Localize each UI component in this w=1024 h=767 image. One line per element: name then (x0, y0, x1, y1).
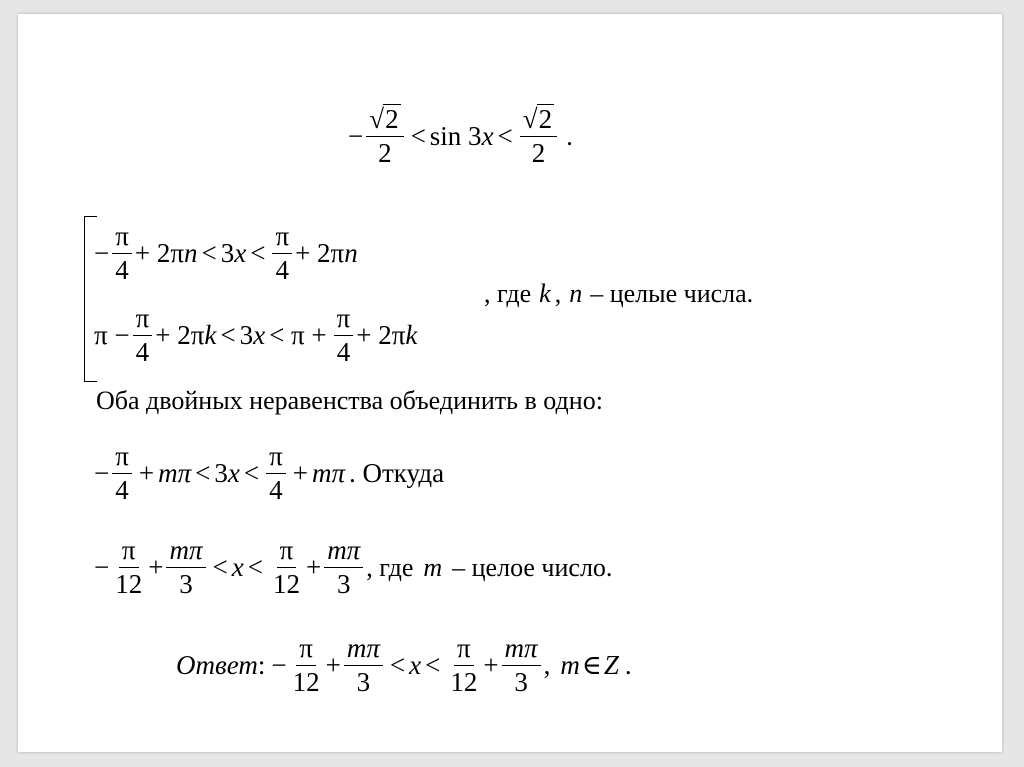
term-mpi: mπ (311, 458, 345, 489)
term-2pik: + 2π (155, 320, 205, 351)
fraction-numerator: mπ (502, 634, 541, 666)
fraction-numerator: mπ (324, 536, 363, 568)
tail-prefix: , где (366, 552, 414, 582)
fraction-denominator: 12 (115, 569, 143, 600)
fraction-denominator: 3 (356, 667, 371, 698)
coefficient-3: 3 (220, 238, 235, 269)
sin-term: sin 3 (429, 120, 482, 151)
fraction-denominator: 4 (135, 337, 150, 368)
coefficient-3: 3 (214, 458, 228, 489)
fraction-numerator: π (266, 442, 286, 474)
sqrt-sign: √ (369, 104, 385, 134)
period: . (624, 650, 632, 681)
term-2pin: + 2π (134, 238, 184, 269)
answer-comma: , (543, 650, 551, 681)
combine-text: Оба двойных неравенства объединить в одно: (96, 386, 603, 415)
fraction-pi-over-12 (290, 634, 323, 697)
variable-k: k (539, 279, 551, 308)
less-than-sign: < (195, 458, 211, 489)
less-than-sign: < (220, 320, 236, 351)
tail-text: . Откуда (349, 458, 445, 489)
fraction-denominator: 3 (336, 569, 351, 600)
less-than-sign: < (243, 458, 260, 489)
less-than-sign: < (410, 120, 426, 151)
fraction-denominator: 3 (179, 569, 193, 600)
plus-sign: + (305, 552, 322, 583)
fraction-denominator: 4 (275, 255, 289, 286)
fraction-mpi-over-3 (324, 536, 363, 599)
fraction-denominator: 12 (272, 569, 300, 600)
minus-sign: − (94, 458, 110, 489)
fraction-denominator: 4 (336, 337, 351, 368)
variable-k: k (204, 320, 217, 351)
variable-n: n (569, 279, 583, 308)
less-than-sign: < (250, 238, 266, 269)
fraction-numerator: π (112, 222, 132, 254)
fraction-mpi-over-3 (502, 634, 541, 697)
less-than-sign: < (425, 650, 441, 681)
less-than-sign: < (497, 120, 513, 151)
fraction-mpi-over-3 (344, 634, 383, 697)
inequality-combined (94, 442, 444, 505)
system-note (484, 279, 753, 309)
note-comma: , (554, 279, 562, 308)
fraction-numerator: π (334, 304, 354, 336)
less-than-sign: < (389, 650, 406, 681)
period: . (566, 120, 573, 151)
coefficient-3: 3 (239, 320, 254, 351)
plus-sign: + (292, 458, 308, 489)
fraction-denominator: 3 (514, 667, 528, 698)
fraction-denominator: 4 (269, 475, 283, 506)
inequality-solution (94, 536, 612, 599)
minus-sign: − (94, 238, 110, 269)
variable-x: x (253, 320, 266, 351)
minus-sign: − (348, 120, 364, 151)
fraction-denominator: 2 (531, 138, 546, 169)
fraction-numerator: mπ (344, 634, 383, 666)
variable-x: x (409, 650, 422, 681)
fraction-numerator: π (133, 304, 153, 336)
fraction-pi-over-4 (112, 442, 132, 505)
fraction-numerator: π (454, 634, 474, 666)
fraction-numerator: π (112, 442, 132, 474)
fraction-pi-over-12 (447, 634, 480, 697)
plus-sign: + (148, 552, 164, 583)
plus-sign: + (325, 650, 341, 681)
fraction-denominator: 4 (115, 475, 129, 506)
variable-n: n (183, 238, 198, 269)
variable-n: n (344, 238, 358, 269)
sqrt-sign: √ (522, 104, 538, 134)
variable-x: x (231, 552, 244, 583)
less-than-sign: < (247, 552, 263, 583)
radicand: 2 (538, 104, 553, 134)
minus-sign: − (94, 552, 110, 583)
fraction-pi-over-12 (112, 536, 145, 599)
variable-k: k (405, 320, 418, 351)
term-mpi: mπ (158, 458, 192, 489)
fraction-mpi-over-3 (166, 536, 205, 599)
slide-page (18, 14, 1002, 752)
variable-x: x (227, 458, 240, 489)
fraction-sqrt2-over-2 (366, 104, 403, 168)
radicand: 2 (385, 104, 399, 134)
variable-m: m (423, 552, 443, 582)
system-row-2 (94, 304, 417, 367)
fraction-pi-over-4 (133, 304, 153, 367)
fraction-pi-over-4 (334, 304, 354, 367)
fraction-numerator: π (119, 536, 139, 568)
answer-colon: : (257, 650, 266, 681)
term-2pin: + 2π (295, 238, 345, 269)
set-z: Z (603, 650, 619, 681)
note-suffix: – целые числа. (590, 279, 754, 308)
element-of-sign: ∈ (581, 650, 602, 681)
plus-sign: + (483, 650, 499, 681)
fraction-numerator (520, 104, 557, 137)
system-row-1 (94, 222, 358, 285)
less-than-sign: < (201, 238, 217, 269)
plus-sign: + (138, 458, 155, 489)
fraction-pi-over-12 (270, 536, 303, 599)
variable-x: x (234, 238, 247, 269)
variable-x: x (481, 120, 494, 151)
fraction-denominator: 12 (450, 667, 478, 698)
variable-m: m (560, 650, 580, 681)
inequality-sin3x (348, 104, 573, 168)
less-than-sign: < (212, 552, 228, 583)
fraction-numerator: π (296, 634, 316, 666)
fraction-sqrt2-over-2 (520, 104, 557, 168)
fraction-numerator: mπ (166, 536, 205, 568)
less-than-pi-plus: < π + (269, 320, 327, 351)
answer-line (176, 634, 632, 697)
fraction-pi-over-4 (266, 442, 286, 505)
fraction-pi-over-4 (272, 222, 292, 285)
fraction-numerator: π (277, 536, 297, 568)
answer-label: Ответ (176, 650, 258, 681)
fraction-denominator: 12 (292, 667, 320, 698)
term-2pik: + 2π (356, 320, 406, 351)
note-prefix: , где (484, 279, 532, 308)
fraction-denominator: 2 (378, 138, 392, 169)
fraction-denominator: 4 (115, 255, 129, 286)
fraction-numerator: π (272, 222, 292, 254)
fraction-pi-over-4 (112, 222, 132, 285)
fraction-numerator (366, 104, 403, 137)
pi-minus: π − (94, 320, 130, 351)
tail-suffix: – целое число. (452, 552, 613, 582)
minus-sign: − (271, 650, 287, 681)
